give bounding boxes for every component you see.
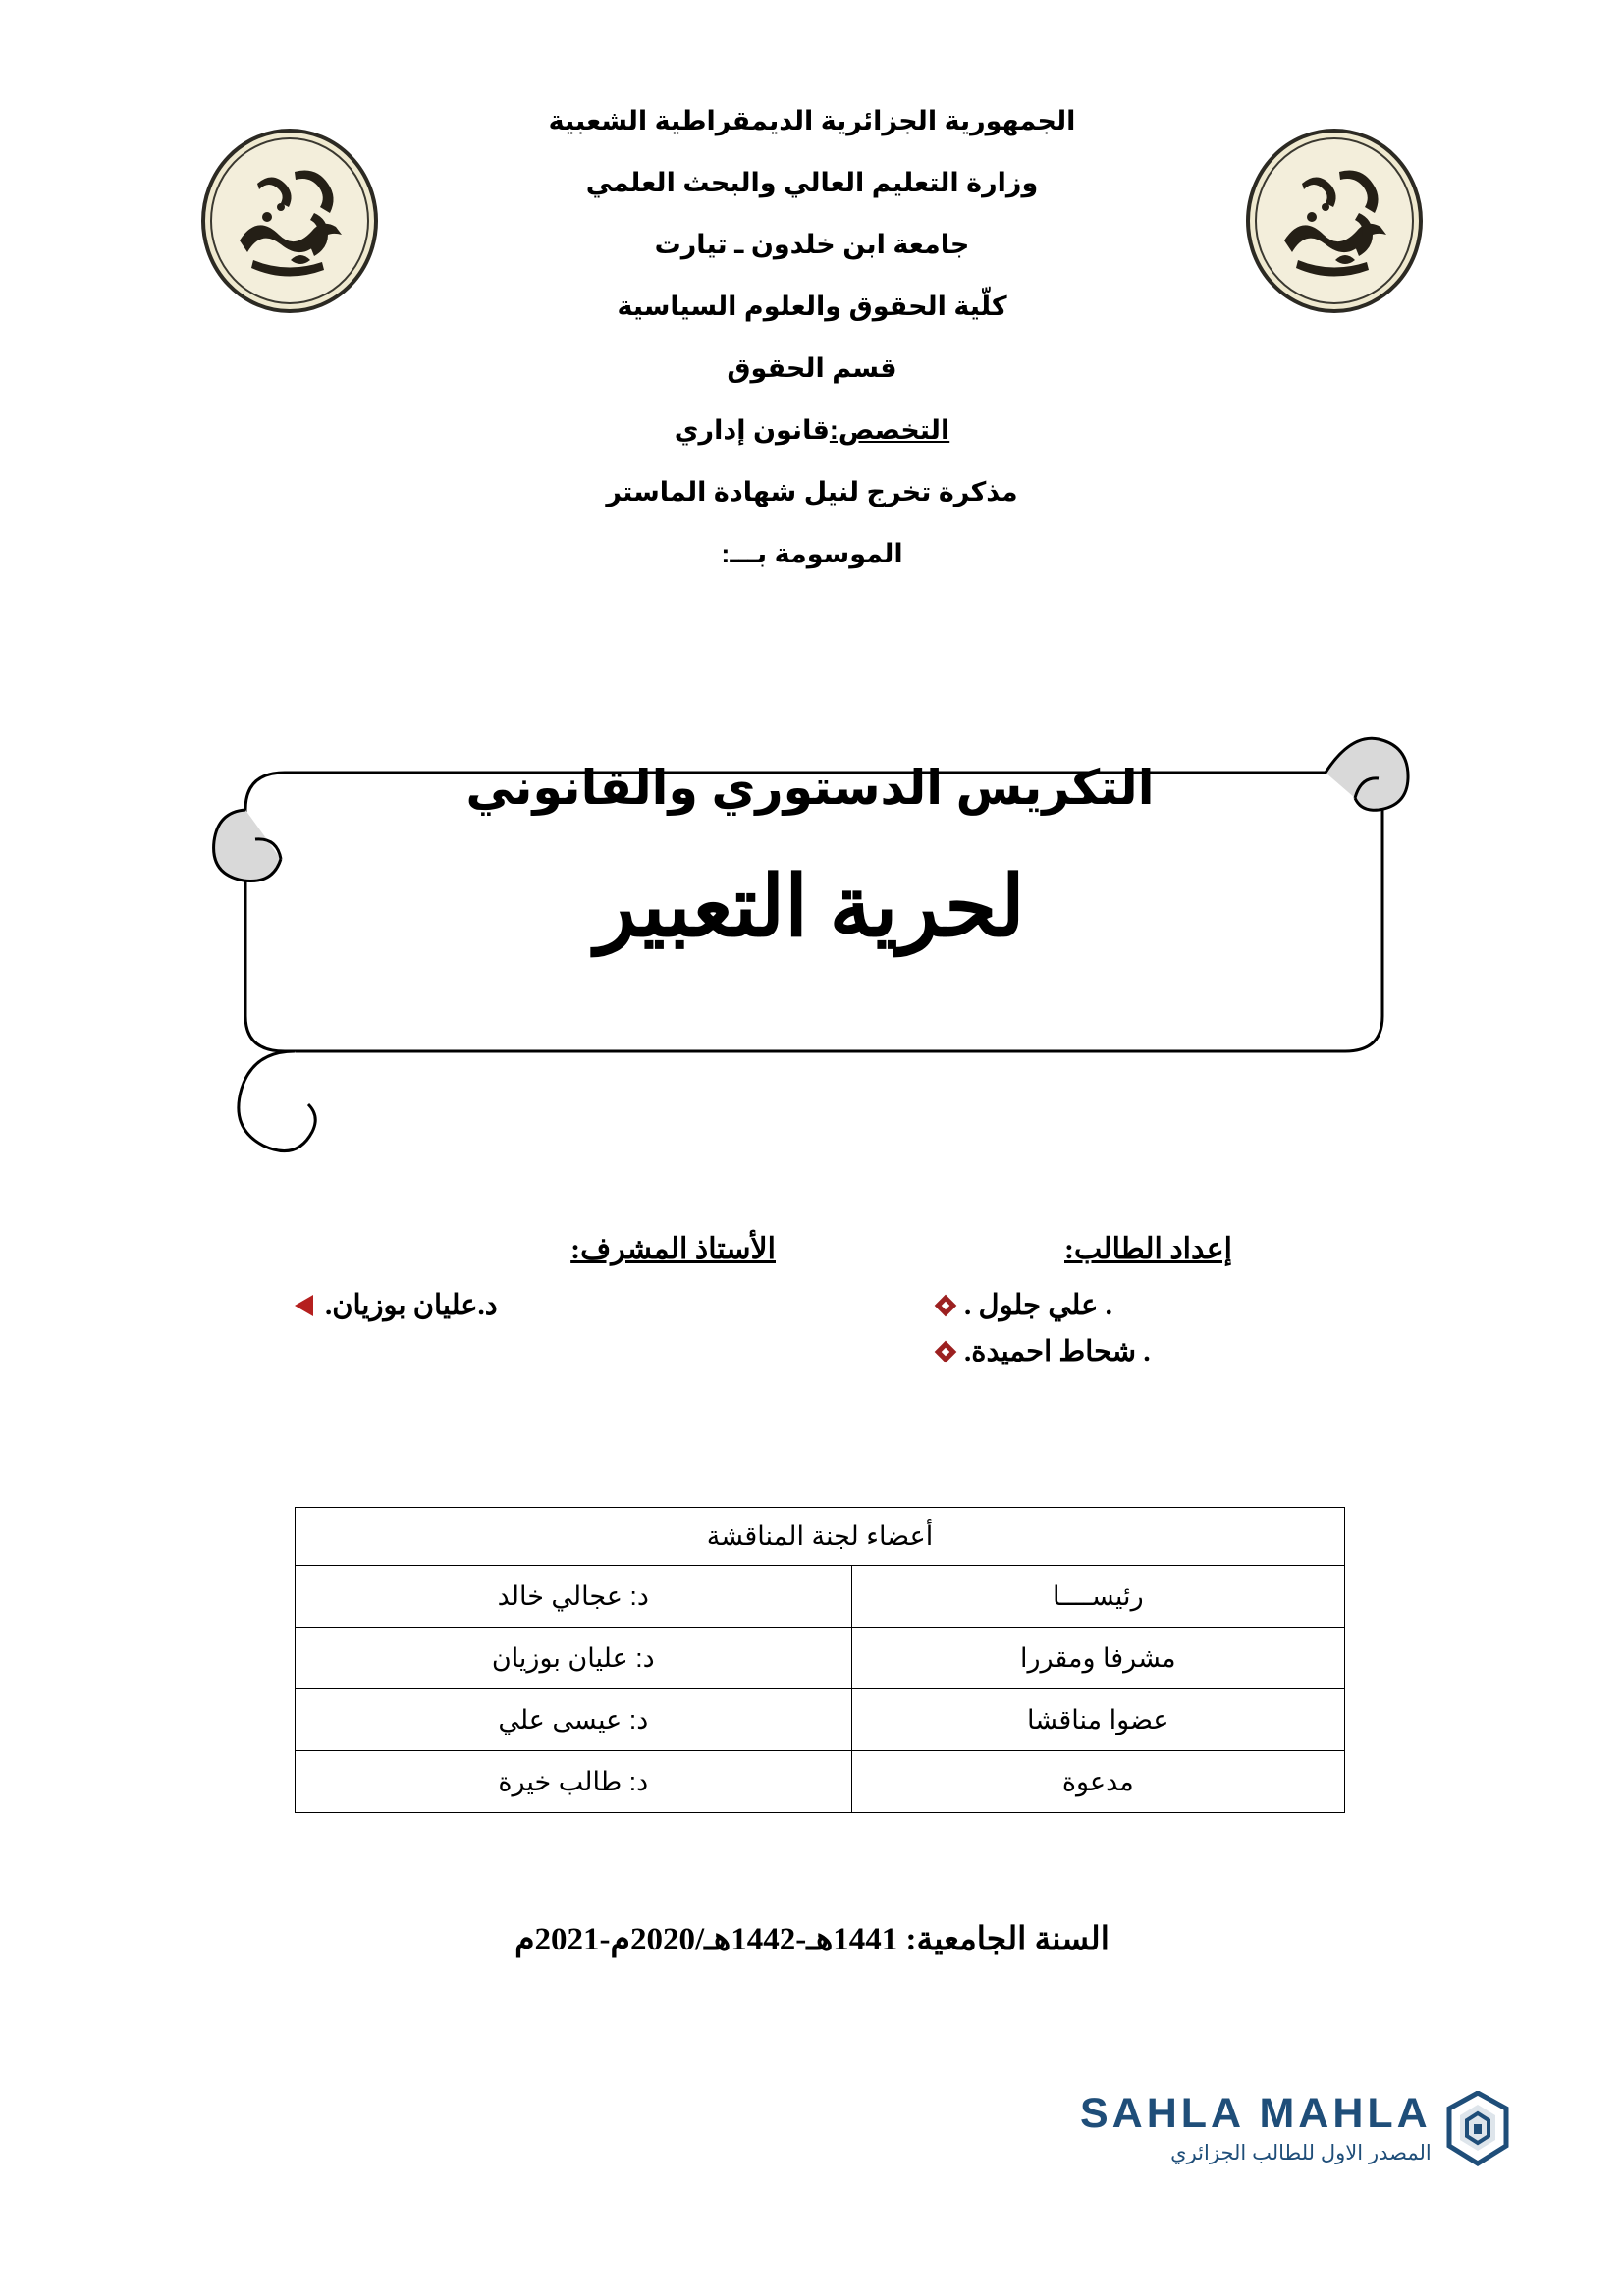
jury-name-1: د: عجالي خالد [296, 1566, 852, 1628]
header-line-ministry: وزارة التعليم العالي والبحث العلمي [585, 168, 1039, 197]
supervisor-heading: الأستاذ المشرف: [570, 1233, 776, 1265]
header-line-department: قسم الحقوق [727, 353, 897, 383]
jury-name-2: د: عليان بوزيان [296, 1628, 852, 1689]
brand-name: SAHLA MAHLA [1080, 2090, 1432, 2137]
header-line-speciality [272, 417, 1352, 444]
student-column [937, 1232, 1447, 1380]
jury-role-2: مشرفا ومقررا [851, 1628, 1344, 1689]
diamond-bullet-icon [937, 1343, 954, 1361]
speciality-label: التخصص: [829, 415, 950, 445]
thesis-title-line2: لحرية التعبير [595, 859, 1025, 954]
table-row [296, 1689, 1345, 1751]
thesis-title-line1: التكريس الدستوري والقانوني [465, 762, 1155, 815]
header-line-university: جامعة ابن خلدون ـ تيارت [654, 230, 970, 259]
triangle-marker-icon [295, 1295, 313, 1316]
jury-name-4: د: طالب خيرة [296, 1751, 852, 1813]
header-line-country: الجمهورية الجزائرية الديمقراطية الشعبية [548, 106, 1076, 135]
header-line-degree: مذكرة تخرج لنيل شهادة الماستر [606, 477, 1018, 507]
header-line-tagged: الموسومة بـــ: [721, 539, 903, 568]
authors-block [0, 1232, 1624, 1409]
diamond-bullet-icon [937, 1297, 954, 1314]
header-block [0, 108, 1624, 603]
jury-name-3: د: عيسى علي [296, 1689, 852, 1751]
jury-role-3: عضوا مناقشا [851, 1689, 1344, 1751]
jury-table [295, 1507, 1345, 1813]
brand-tagline: المصدر الاول للطالب الجزائري [1170, 2142, 1432, 2164]
student-name-2: . شحاط احميدة. [964, 1336, 1151, 1367]
table-row [296, 1751, 1345, 1813]
header-line-faculty: كلّية الحقوق والعلوم السياسية [617, 292, 1007, 321]
speciality-value: قانون إداري [674, 415, 830, 445]
table-row [296, 1628, 1345, 1689]
student-item-1 [937, 1288, 1447, 1322]
table-row [296, 1508, 1345, 1566]
jury-role-1: رئيســــا [851, 1566, 1344, 1628]
title-banner [187, 692, 1434, 1222]
brand-texts [1080, 2090, 1432, 2165]
student-item-2 [937, 1334, 1447, 1368]
jury-table-title: أعضاء لجنة المناقشة [296, 1508, 1345, 1566]
academic-year: السنة الجامعية: 1441هـ-1442هـ/2020م-2021م [514, 1922, 1110, 1957]
supervisor-item [295, 1288, 785, 1322]
supervisor-name: د.عليان بوزيان. [325, 1290, 498, 1321]
brand-logo-icon [1445, 2091, 1510, 2167]
brand-watermark [1080, 2070, 1512, 2188]
student-name-1: . علي جلول . [964, 1290, 1112, 1321]
supervisor-column [295, 1232, 785, 1322]
table-row [296, 1566, 1345, 1628]
jury-role-4: مدعوة [851, 1751, 1344, 1813]
student-heading: إعداد الطالب: [1064, 1233, 1232, 1265]
